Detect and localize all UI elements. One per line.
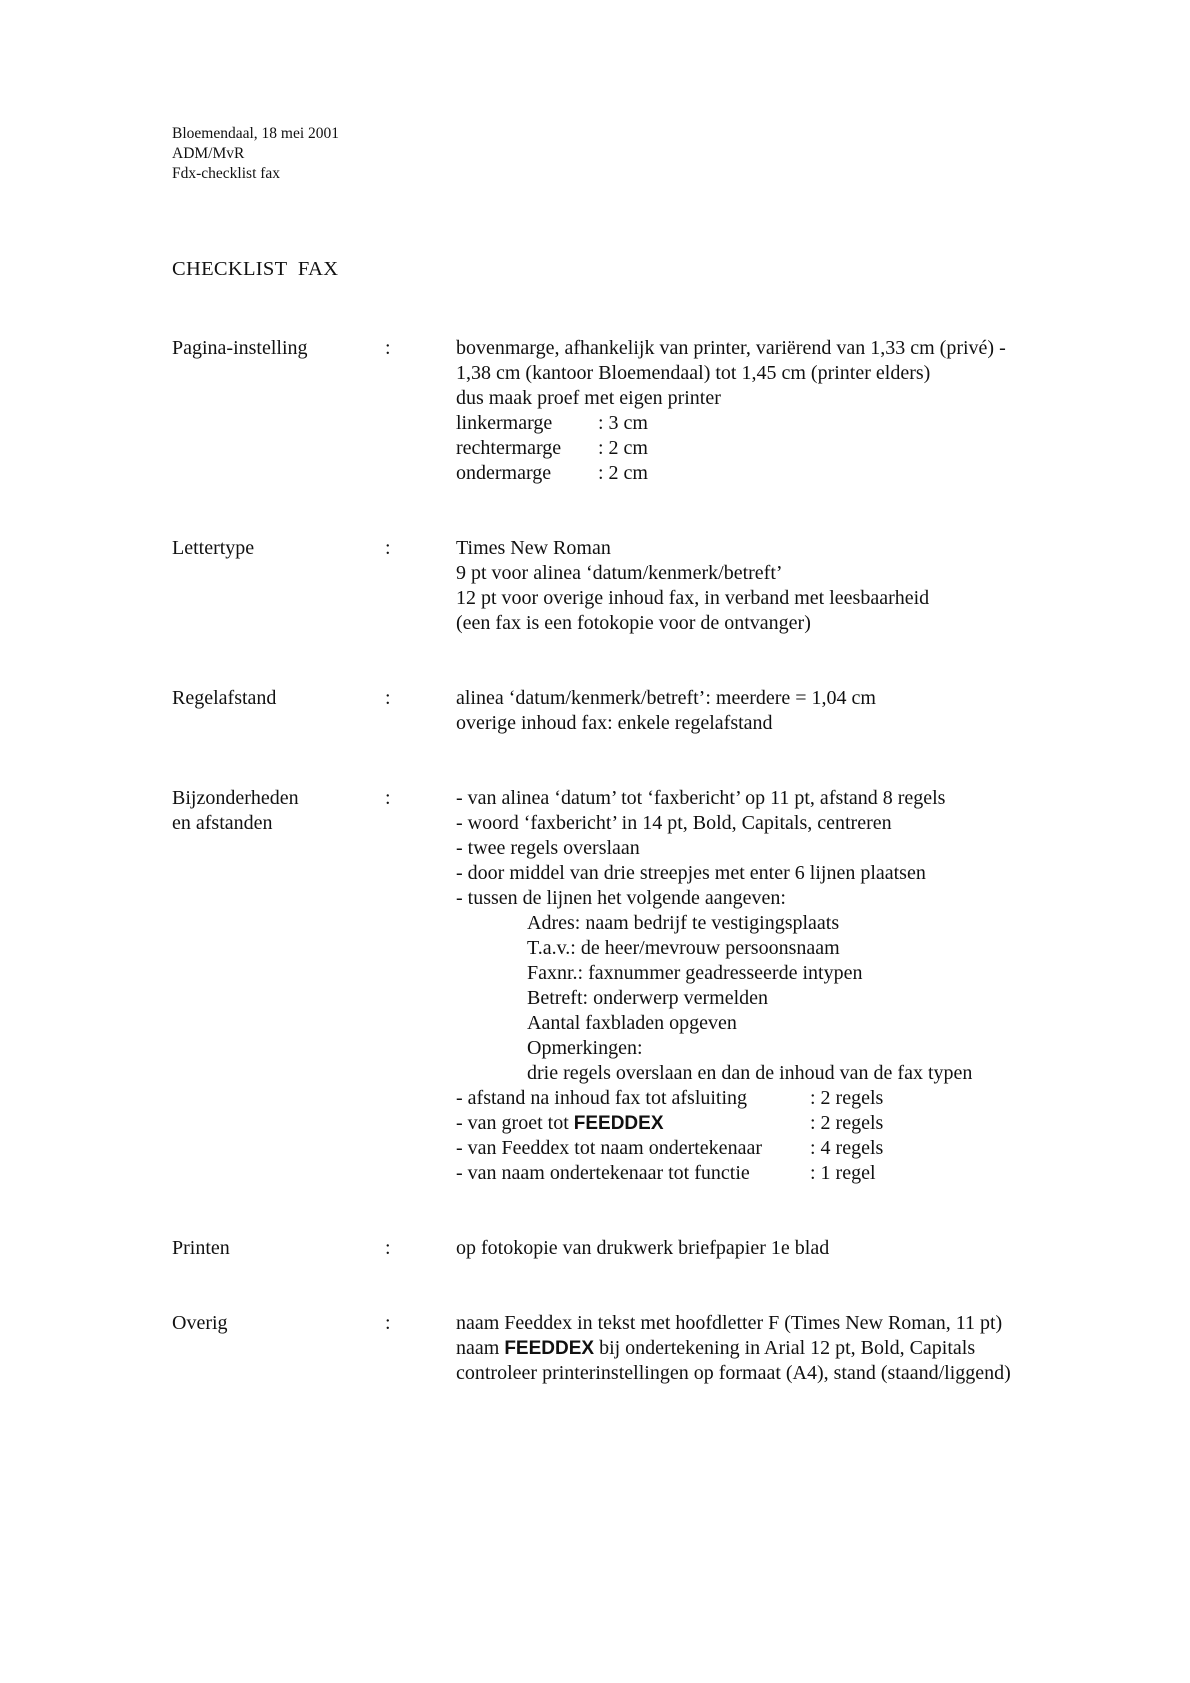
section-label: Printen xyxy=(172,1237,230,1259)
section-label xyxy=(172,786,372,836)
distance-key: - afstand na inhoud fax tot afsluiting xyxy=(456,1087,748,1109)
indented-line: drie regels overslaan en dan de inhoud van de fax typen xyxy=(527,1062,973,1084)
feeddex-brand: FEEDDEX xyxy=(504,1338,595,1359)
text-line: 12 pt voor overige inhoud fax, in verband met leesbaarheid xyxy=(456,587,930,609)
text-line: naam Feeddex in tekst met hoofdletter F (Times New Roman, 11 pt) xyxy=(456,1312,1003,1334)
section-label: Lettertype xyxy=(172,537,255,559)
separator: : xyxy=(385,337,391,359)
distance-value: : 2 regels xyxy=(810,1112,884,1134)
subject: Fdx-checklist fax xyxy=(172,165,281,182)
margin-row xyxy=(456,461,1176,486)
text-line: - tussen de lijnen het volgende aangeven: xyxy=(456,887,786,909)
indented-line: Adres: naam bedrijf te vestigingsplaats xyxy=(527,912,840,934)
section-body xyxy=(456,1311,1176,1386)
label-line: en afstanden xyxy=(172,812,273,834)
indented-line: T.a.v.: de heer/mevrouw persoonsnaam xyxy=(527,937,840,959)
text-line: 9 pt voor alinea ‘datum/kenmerk/betreft’ xyxy=(456,562,783,584)
document-title: CHECKLIST FAX xyxy=(172,258,339,280)
section-body xyxy=(456,686,1176,736)
margin-key: rechtermarge xyxy=(456,437,562,459)
distance-key: - van Feeddex tot naam ondertekenaar xyxy=(456,1137,762,1159)
label-line: Bijzonderheden xyxy=(172,787,299,809)
text-prefix: naam xyxy=(456,1337,505,1359)
indented-line: Aantal faxbladen opgeven xyxy=(527,1012,737,1034)
distance-value: : 4 regels xyxy=(810,1137,884,1159)
text-line: op fotokopie van drukwerk briefpapier 1e blad xyxy=(456,1237,830,1259)
section-label: Overig xyxy=(172,1312,228,1334)
text-line: - van alinea ‘datum’ tot ‘faxbericht’ op 11 pt, afstand 8 regels xyxy=(456,787,946,809)
distance-value: : 1 regel xyxy=(810,1162,876,1184)
text-suffix: bij ondertekening in Arial 12 pt, Bold, Capitals xyxy=(594,1337,976,1359)
section-body xyxy=(456,336,1176,486)
text-line: (een fax is een fotokopie voor de ontvanger) xyxy=(456,612,811,634)
margin-row xyxy=(456,436,1176,461)
margin-value: : 3 cm xyxy=(598,412,648,434)
section-label: Pagina-instelling xyxy=(172,337,308,359)
distance-row xyxy=(456,1086,1176,1111)
text-line: overige inhoud fax: enkele regelafstand xyxy=(456,712,773,734)
margin-value: : 2 cm xyxy=(598,462,648,484)
section-label: Regelafstand xyxy=(172,687,277,709)
distance-row xyxy=(456,1136,1176,1161)
section-body xyxy=(456,536,1176,636)
text-line: bovenmarge, afhankelijk van printer, variërend van 1,33 cm (privé) - xyxy=(456,337,1006,359)
indented-line: Betreft: onderwerp vermelden xyxy=(527,987,769,1009)
text-line: Times New Roman xyxy=(456,537,611,559)
margin-key: linkermarge xyxy=(456,412,553,434)
text-line: - door middel van drie streepjes met enter 6 lijnen plaatsen xyxy=(456,862,926,884)
margin-value: : 2 cm xyxy=(598,437,648,459)
distance-key: - van naam ondertekenaar tot functie xyxy=(456,1162,750,1184)
distance-key-prefix: - van groet tot xyxy=(456,1112,574,1134)
distance-value: : 2 regels xyxy=(810,1087,884,1109)
text-line: - woord ‘faxbericht’ in 14 pt, Bold, Capitals, centreren xyxy=(456,812,892,834)
margin-row xyxy=(456,411,1176,436)
text-line: controleer printerinstellingen op formaat (A4), stand (staand/liggend) xyxy=(456,1362,1011,1384)
distance-key xyxy=(456,1111,810,1136)
reference: ADM/MvR xyxy=(172,145,245,162)
section-body xyxy=(456,1236,1176,1261)
indented-line: Opmerkingen: xyxy=(527,1037,643,1059)
feeddex-brand: FEEDDEX xyxy=(573,1113,664,1134)
separator: : xyxy=(385,537,391,559)
distance-row xyxy=(456,1161,1176,1186)
separator: : xyxy=(385,687,391,709)
place-date: Bloemendaal, 18 mei 2001 xyxy=(172,125,340,142)
text-line xyxy=(456,1336,1176,1361)
letter-header xyxy=(172,124,339,184)
distance-row xyxy=(456,1111,1176,1136)
text-line: 1,38 cm (kantoor Bloemendaal) tot 1,45 cm (printer elders) xyxy=(456,362,931,384)
separator: : xyxy=(385,787,391,809)
separator: : xyxy=(385,1312,391,1334)
section-body xyxy=(456,786,1176,1186)
text-line: dus maak proef met eigen printer xyxy=(456,387,721,409)
margin-key: ondermarge xyxy=(456,462,552,484)
separator: : xyxy=(385,1237,391,1259)
text-line: alinea ‘datum/kenmerk/betreft’: meerdere = 1,04 cm xyxy=(456,687,876,709)
text-line: - twee regels overslaan xyxy=(456,837,640,859)
indented-line: Faxnr.: faxnummer geadresseerde intypen xyxy=(527,962,863,984)
